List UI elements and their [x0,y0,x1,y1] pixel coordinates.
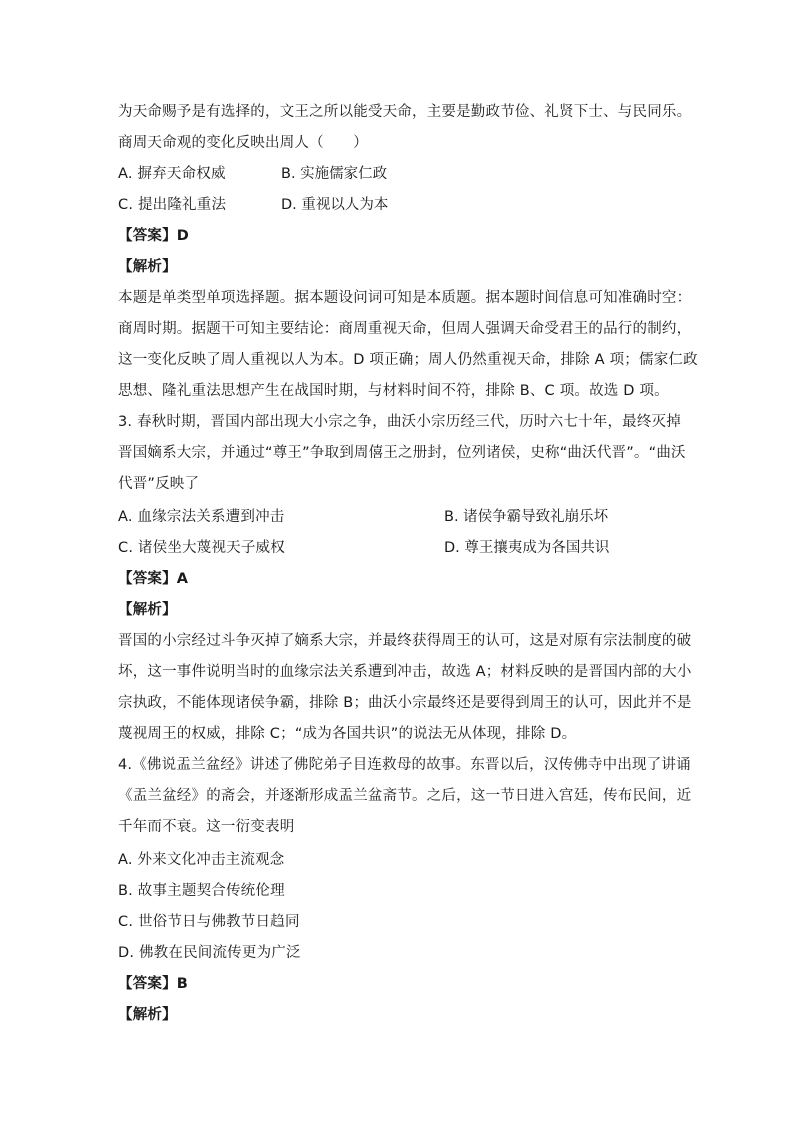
q3-stem-line-1: 3. 春秋时期，晋国内部出现大小宗之争，曲沃小宗历经三代，历时六七十年，最终灭掉 [118,414,681,430]
q3-stem-line-2: 晋国嫡系大宗，并通过“尊王”争取到周僖王之册封，位列诸侯，史称“曲沃代晋”。“曲沃 [118,445,686,461]
q4-option-a: A. 外来文化冲击主流观念 [118,852,285,868]
q4-stem-line-2: 《盂兰盆经》的斋会，并逐渐形成盂兰盆斋节。之后，这一节日进入宫廷，传布民间，近 [118,788,692,804]
q3-option-b: B. 诸侯争霸导致礼崩乐坏 [444,509,609,525]
q3-answer: 【答案】A [118,571,189,587]
q4-option-b: B. 故事主题契合传统伦理 [118,883,285,899]
q2-analysis-line-2: 商周时期。据题干可知主要结论：商周重视天命，但周人强调天命受君王的品行的制约， [118,321,692,337]
q4-option-d: D. 佛教在民间流传更为广泛 [118,945,301,961]
q4-analysis-label: 【解析】 [118,1007,177,1023]
q2-analysis-line-4: 思想、隆礼重法思想产生在战国时期，与材料时间不符，排除 B、C 项。故选 D 项。 [118,383,669,399]
q3-option-a: A. 血缘宗法关系遭到冲击 [118,509,285,525]
q4-answer: 【答案】B [118,976,189,992]
q3-option-c: C. 诸侯坐大蔑视天子威权 [118,540,285,556]
q3-option-d: D. 尊王攘夷成为各国共识 [444,540,610,556]
q3-analysis-line-1: 晋国的小宗经过斗争灭掉了嫡系大宗，并最终获得周王的认可，这是对原有宗法制度的破 [118,633,692,649]
q2-option-c: C. 提出隆礼重法 [118,197,227,213]
q4-stem-line-3: 千年而不衰。这一衍变表明 [118,819,295,835]
q2-stem-line-2: 商周天命观的变化反映出周人（ ） [118,135,368,151]
q2-stem-line-1: 为天命赐予是有选择的，文王之所以能受天命，主要是勤政节俭、礼贤下士、与民同乐。 [118,104,692,120]
q3-stem-line-3: 代晋”反映了 [118,476,200,492]
q2-analysis-line-3: 这一变化反映了周人重视以人为本。D 项正确；周人仍然重视天命，排除 A 项；儒家仁政 [118,352,698,368]
q2-analysis-label: 【解析】 [118,259,177,275]
q3-analysis-line-3: 宗执政，不能体现诸侯争霸，排除 B；曲沃小宗最终还是要得到周王的认可，因此并不是 [118,695,692,711]
q3-analysis-label: 【解析】 [118,602,177,618]
q3-analysis-line-4: 蔑视周王的权威，排除 C；“成为各国共识”的说法无从体现，排除 D。 [118,726,577,742]
q3-analysis-line-2: 坏，这一事件说明当时的血缘宗法关系遭到冲击，故选 A；材料反映的是晋国内部的大小 [118,664,692,680]
q4-stem-line-1: 4.《佛说盂兰盆经》讲述了佛陀弟子目连救母的故事。东晋以后，汉传佛寺中出现了讲诵 [118,757,691,773]
q2-option-d: D. 重视以人为本 [281,197,389,213]
q2-option-a: A. 摒弃天命权威 [118,166,226,182]
q4-option-c: C. 世俗节日与佛教节日趋同 [118,914,300,930]
q2-option-b: B. 实施儒家仁政 [281,166,388,182]
q2-analysis-line-1: 本题是单类型单项选择题。据本题设问词可知是本质题。据本题时间信息可知准确时空： [118,290,692,306]
q2-answer: 【答案】D [118,228,190,244]
